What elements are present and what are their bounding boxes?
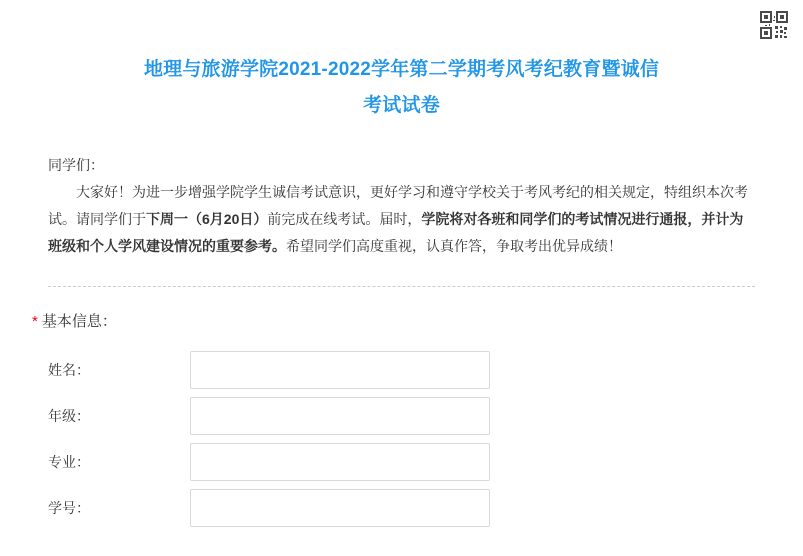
intro-greeting: 同学们：: [48, 157, 104, 173]
field-label-name: 姓名：: [48, 362, 90, 378]
intro-part-3: 希望同学们高度重视，认真作答，争取考出优异成绩！: [286, 238, 622, 254]
intro-part-2: 前完成在线考试。届时，: [267, 211, 422, 227]
name-input[interactable]: [190, 351, 490, 389]
field-row-student-id: [0, 485, 803, 531]
basic-info-section-header: [32, 311, 803, 333]
intro-bold-1: 下周一（6月20日）: [146, 211, 268, 227]
student-id-input[interactable]: [190, 489, 490, 527]
intro-text: [48, 152, 755, 260]
intro-paragraph: [48, 179, 755, 260]
grade-input[interactable]: [190, 397, 490, 435]
field-row-name: [0, 347, 803, 393]
field-row-grade: [0, 393, 803, 439]
page-title-line-1: 地理与旅游学院2021-2022学年第二学期考风考纪教育暨诚信: [143, 59, 660, 80]
major-input[interactable]: [190, 443, 490, 481]
intro-part-1: 大家好！为进一步增强学院学生诚信考试意识，更好学习和遵守学校关于考风考纪的相关规定，特组织本次考试。请同学们于: [48, 184, 748, 227]
qr-code-container[interactable]: [759, 10, 789, 40]
qr-code-icon: [759, 10, 789, 40]
required-asterisk: *: [32, 313, 38, 330]
field-row-major: [0, 439, 803, 485]
intro-bold-2: 学院将对各班和同学们的考试情况进行通报，并计为班级和个人学风建设情况的重要参考。: [48, 211, 744, 254]
survey-title-block: [0, 0, 803, 124]
section-title: 基本信息：: [41, 313, 117, 330]
field-label-major: 专业：: [48, 454, 90, 470]
page-title-line-2: 考试试卷: [363, 95, 440, 116]
basic-info-fields: [0, 347, 803, 531]
section-divider: [48, 286, 755, 287]
field-label-grade: 年级：: [48, 408, 90, 424]
field-label-student-id: 学号：: [48, 500, 90, 516]
